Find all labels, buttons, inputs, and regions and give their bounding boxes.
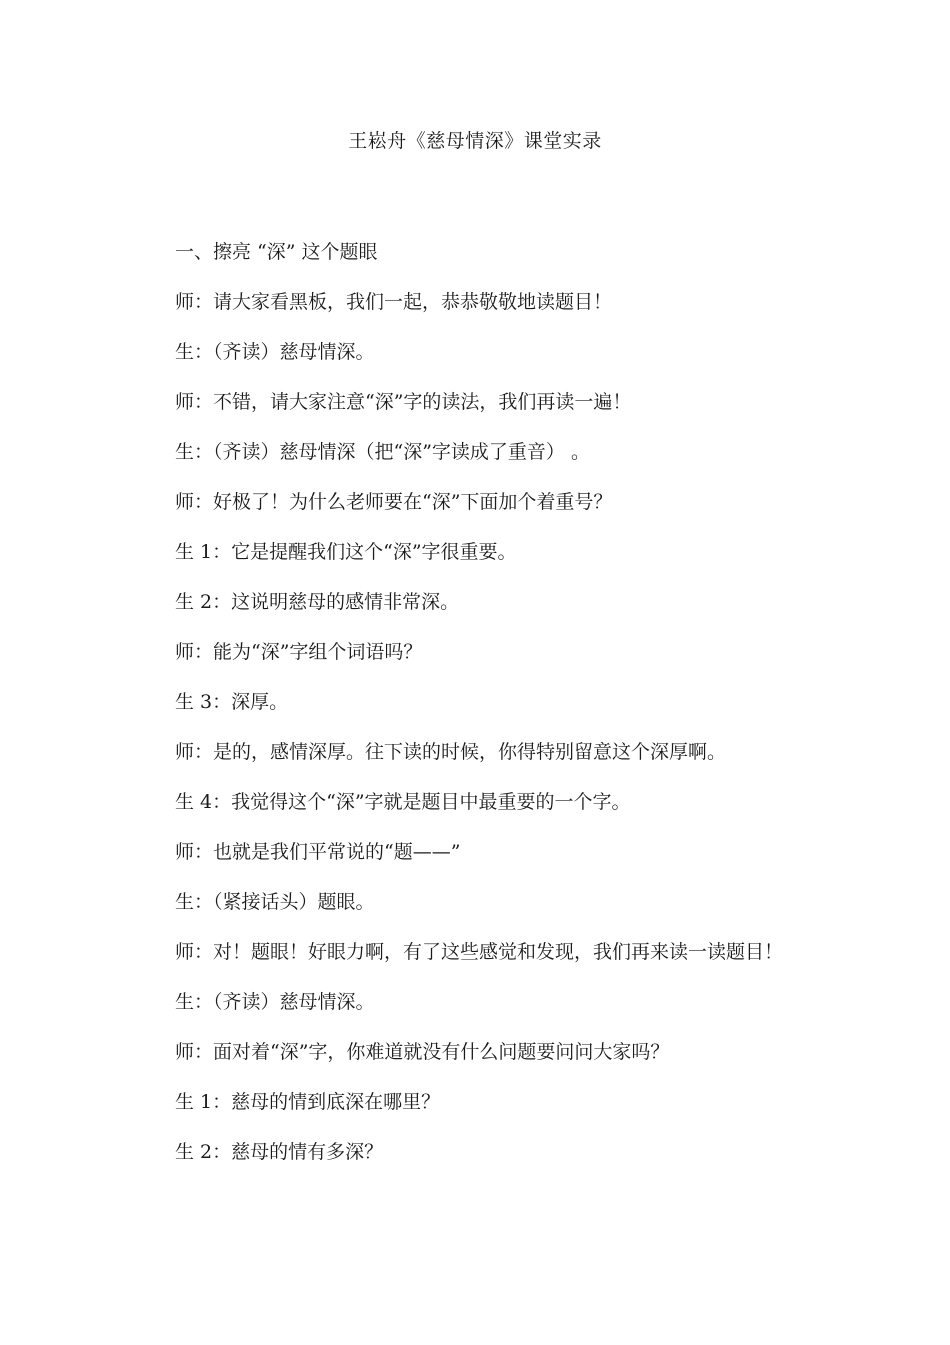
section-heading: 一、擦亮 “深” 这个题眼: [175, 241, 378, 263]
dialogue-line: 师：请大家看黑板，我们一起，恭恭敬敬地读题目！: [175, 291, 613, 313]
dialogue-line: 生 2：慈母的情有多深？: [175, 1141, 384, 1163]
dialogue-line: 生：（齐读）慈母情深。: [175, 341, 375, 363]
document-body: [145, 227, 785, 1177]
dialogue-line: 生：（紧接话头）题眼。: [175, 891, 375, 913]
dialogue-line: 生 3：深厚。: [175, 691, 289, 713]
dialogue-line: 生 2：这说明慈母的感情非常深。: [175, 591, 460, 613]
dialogue-line: 师：不错，请大家注意“深”字的读法，我们再读一遍！: [175, 391, 632, 413]
dialogue-line: 生 1：慈母的情到底深在哪里？: [175, 1091, 441, 1113]
dialogue-line: 师：面对着“深”字，你难道就没有什么问题要问问大家吗？: [175, 1041, 670, 1063]
dialogue-line: 师：也就是我们平常说的“题——”: [175, 841, 461, 863]
dialogue-line: 师：对！题眼！好眼力啊，有了这些感觉和发现，我们再来读一读题目！: [175, 941, 784, 963]
dialogue-line: 生 1：它是提醒我们这个“深”字很重要。: [175, 541, 517, 563]
dialogue-line: 生：（齐读）慈母情深。: [175, 991, 375, 1013]
dialogue-line: 师：好极了！为什么老师要在“深”下面加个着重号？: [175, 491, 613, 513]
dialogue-line: 师：是的，感情深厚。往下读的时候，你得特别留意这个深厚啊。: [175, 741, 727, 763]
dialogue-line: 师：能为“深”字组个词语吗？: [175, 641, 423, 663]
dialogue-line: 生 4：我觉得这个“深”字就是题目中最重要的一个字。: [175, 791, 631, 813]
document-title: 王崧舟《慈母情深》课堂实录: [348, 130, 602, 152]
dialogue-line: 生：（齐读）慈母情深（把“深”字读成了重音） 。: [175, 441, 590, 463]
